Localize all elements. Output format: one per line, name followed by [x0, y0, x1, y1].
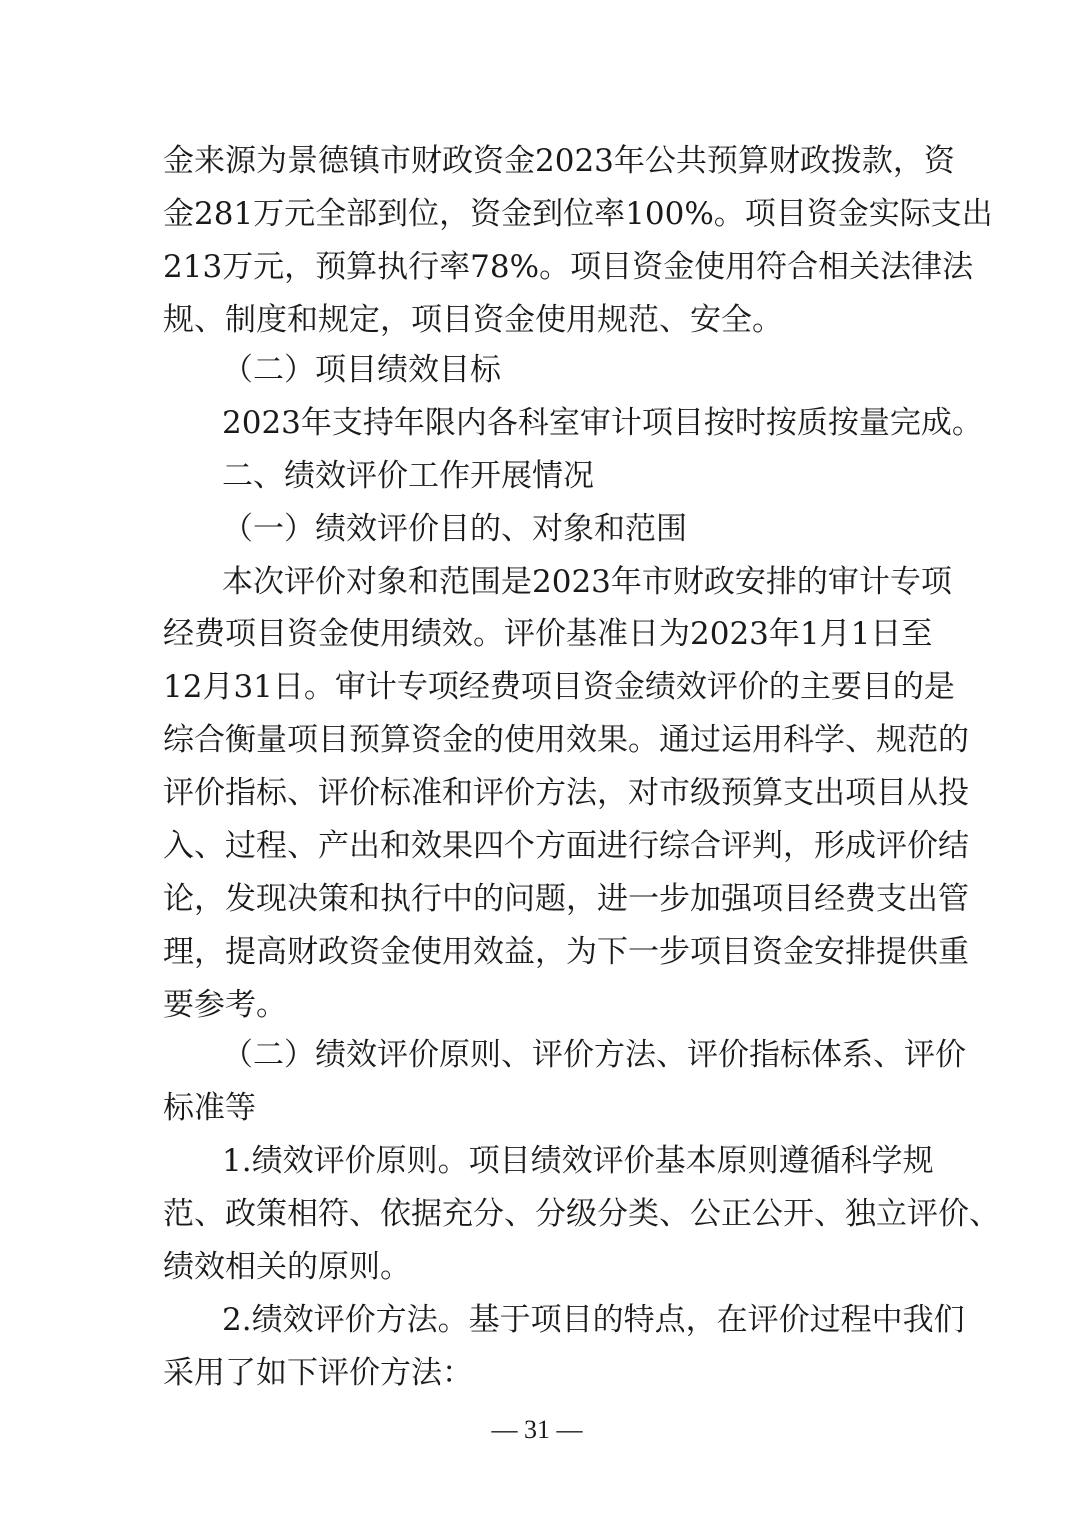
- text-line: 本次评价对象和范围是2023年市财政安排的审计专项: [222, 564, 952, 600]
- text-line: 范、政策相符、依据充分、分级分类、公正公开、独立评价、: [163, 1196, 1000, 1232]
- text-line: 1.绩效评价原则。项目绩效评价基本原则遵循科学规: [222, 1143, 934, 1179]
- section-heading: （二）项目绩效目标: [222, 352, 501, 388]
- text-line: 12月31日。审计专项经费项目资金绩效评价的主要目的是: [163, 669, 955, 705]
- text-line: 评价指标、评价标准和评价方法，对市级预算支出项目从投: [163, 775, 969, 811]
- text-line: 2.绩效评价方法。基于项目的特点，在评价过程中我们: [222, 1302, 965, 1338]
- text-line: 213万元，预算执行率78%。项目资金使用符合相关法律法: [163, 249, 974, 285]
- section-heading: （二）绩效评价原则、评价方法、评价指标体系、评价: [222, 1037, 966, 1073]
- text-line: 要参考。: [163, 987, 287, 1023]
- text-line: 论，发现决策和执行中的问题，进一步加强项目经费支出管: [163, 881, 969, 917]
- section-heading: （一）绩效评价目的、对象和范围: [222, 511, 687, 547]
- text-line: 规、制度和规定，项目资金使用规范、安全。: [163, 302, 783, 338]
- section-heading: 标准等: [163, 1090, 256, 1126]
- text-line: 综合衡量项目预算资金的使用效果。通过运用科学、规范的: [163, 722, 969, 758]
- text-line: 绩效相关的原则。: [163, 1249, 411, 1285]
- page-number: — 31 —: [491, 1415, 583, 1444]
- section-heading: 二、绩效评价工作开展情况: [222, 458, 594, 494]
- text-line: 入、过程、产出和效果四个方面进行综合评判，形成评价结: [163, 828, 969, 864]
- text-line: 经费项目资金使用绩效。评价基准日为2023年1月1日至: [163, 616, 933, 652]
- text-line: 理，提高财政资金使用效益，为下一步项目资金安排提供重: [163, 934, 969, 970]
- text-line: 采用了如下评价方法：: [163, 1355, 473, 1391]
- text-line: 金来源为景德镇市财政资金2023年公共预算财政拨款，资: [163, 143, 955, 179]
- text-line: 金281万元全部到位，资金到位率100%。项目资金实际支出: [163, 196, 993, 232]
- text-line: 2023年支持年限内各科室审计项目按时按质按量完成。: [222, 405, 983, 441]
